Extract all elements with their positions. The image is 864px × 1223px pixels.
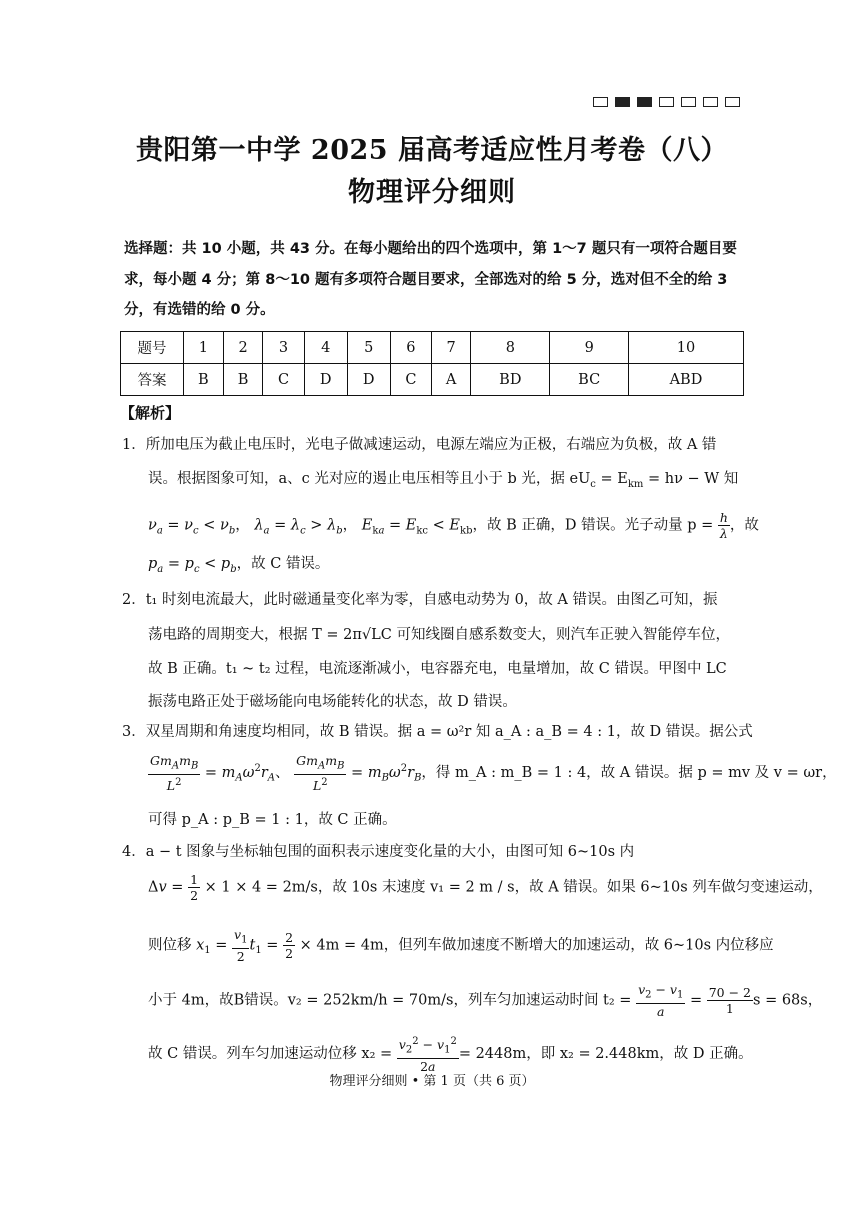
row-label: 题号 [121, 332, 184, 364]
page-footer: 物理评分细则 • 第 1 页（共 6 页） [329, 1074, 535, 1089]
row-label: 答案 [121, 364, 184, 396]
marker-square [681, 97, 696, 107]
text-segment: ，但列车做加速度不断增大的加速运动，故 6~10s 内位移应 [383, 937, 774, 954]
text-line: 1．所加电压为截止电压时，光电子做减速运动，电源左端应为正极，右端应为负极，故 A 错 [122, 437, 717, 453]
fraction: $\frac{v_1}{2}$ [234, 927, 248, 964]
text-line: 误。根据图象可知，a、c 光对应的遏止电压相等且小于 b 光，据 $eU_c = E_{km} = h\nu - W$ 知 [148, 471, 739, 490]
table-cell: D [304, 364, 347, 396]
table-cell: B [223, 364, 263, 396]
table-cell: ABD [628, 364, 743, 396]
text-segment: 小于 4m，故B错误。v₂ = 252km/h = 70m/s，列车匀加速运动时间 t₂ = [148, 992, 632, 1009]
table-cell: 8 [471, 332, 550, 364]
table-cell: A [432, 364, 471, 396]
table-row-answers [121, 364, 744, 396]
fraction: $\frac{2}{2}$ [285, 929, 294, 961]
table-cell: D [347, 364, 390, 396]
text-line [148, 1034, 753, 1074]
text-line: 小于 4m，故B错误。v₂ = 252km/h = 70m/s，列车匀加速运动时间 t₂ = $\frac{v_2 - v_1}{a}$ = $\frac{70 - 2}{1}$ s = 68s， [148, 982, 823, 1019]
text-segment: ，故 [729, 517, 759, 534]
marker-square-filled [637, 97, 652, 107]
fraction: $\frac{Gm_Am_B}{L^2}$ [296, 753, 345, 793]
fraction: $\frac{h}{\lambda}$ [719, 510, 728, 541]
text-line: 故 B 正确。t₁ ~ t₂ 过程，电流逐渐减小，电容器充电，电量增加，故 C 错误。甲图中 LC [148, 661, 727, 677]
text-line: 4．a − t 图象与坐标轴包围的面积表示速度变化量的大小，由图可知 6~10s 内 [122, 844, 635, 860]
intro-line: 求，每小题 4 分；第 8～10 题有多项符合题目要求，全部选对的给 5 分，选对但不全的给 3 [124, 271, 728, 288]
text-line: 则位移 $x_1$ = $\frac{v_1}{2}$ $t_1$ = $\frac{2}{2}$ × 4m = 4m，但列车做加速度不断增大的加速运动，故 6~10s 内位移应 [148, 927, 774, 964]
intro-line: 选择题：共 10 小题，共 43 分。在每小题给出的四个选项中，第 1～7 题只有一项符合题目要 [124, 241, 737, 257]
fraction: $\frac{Gm_Am_B}{L^2}$ [150, 753, 199, 793]
marker-square [703, 97, 718, 107]
text-line: $p_a = p_c < p_b$，故 C 错误。 [148, 556, 330, 575]
table-cell: B [184, 364, 224, 396]
table-cell: 9 [550, 332, 628, 364]
page-marker-squares [593, 97, 740, 107]
text-line: 荡电路的周期变大，根据 T = 2π√LC 可知线圈自感系数变大，则汽车正驶入智能停车位， [148, 627, 730, 643]
table-cell: 7 [432, 332, 471, 364]
table-cell: 10 [628, 332, 743, 364]
table-cell: BC [550, 364, 628, 396]
answer-table [120, 331, 744, 396]
table-cell: 1 [184, 332, 224, 364]
intro-paragraph [124, 234, 744, 326]
fraction: $\frac{v_2^2 - v_1^2}{2a}$ [398, 1036, 457, 1074]
text-line: Δv = $\frac{1}{2}$ × 1 × 4 = 2m/s，故 10s 末速度 v₁ = 2 m / s，故 A 错误。如果 6~10s 列车做匀变速运动， [148, 872, 823, 903]
intro-line: 分，有选错的给 0 分。 [124, 302, 275, 318]
table-cell: 5 [347, 332, 390, 364]
text-line: 可得 p_A : p_B = 1 : 1，故 C 正确。 [148, 812, 397, 828]
text-line: 2．t₁ 时刻电流最大，此时磁通量变化率为零，自感电动势为 0，故 A 错误。由图乙可知，振 [122, 592, 718, 608]
table-row-numbers [121, 332, 744, 364]
page-title: 贵阳第一中学 2025 届高考适应性月考卷（八） [136, 135, 728, 166]
marker-square [593, 97, 608, 107]
text-segment: ，故 B 正确，D 错误。光子动量 p = [472, 517, 714, 534]
fraction: $\frac{v_2 - v_1}{a}$ [638, 982, 684, 1019]
text-line: $\nu_a = \nu_c < \nu_b$， $\lambda_a = \lambda_c > \lambda_b$， $E_{ka} = E_{kc} < E_{kb}$，故 B 正确，D 错误。光子动量 p = $\frac{h}{\lambda}$ ，故 [148, 510, 759, 541]
marker-square [659, 97, 674, 107]
text-segment: ，得 m_A : m_B = 1 : 4，故 A 错误。据 p = mv 及 v = ωr， [421, 764, 837, 781]
analysis-heading: 【解析】 [120, 404, 181, 422]
text-line: $\frac{Gm_Am_B}{L^2}$ = $m_A\omega^2r_A$、 $\frac{Gm_Am_B}{L^2}$ = $m_B\omega^2r_B$，得 m_A : m_B = 1 : 4，故 A 错误。据 p = mv 及 v = ωr， [150, 753, 837, 793]
text-segment: 误。根据图象可知，a、c 光对应的遏止电压相等且小于 b 光，据 eU [148, 471, 591, 487]
text-segment: ，故 10s 末速度 v₁ = 2 m / s，故 A 错误。如果 6~10s 列车做匀变速运动， [317, 879, 823, 896]
text-line: 3．双星周期和角速度均相同，故 B 错误。据 a = ω²r 知 a_A : a_B = 4 : 1，故 D 错误。据公式 [122, 724, 753, 740]
table-cell: 6 [390, 332, 431, 364]
text-line: 振荡电路正处于磁场能向电场能转化的状态，故 D 错误。 [148, 694, 517, 710]
fraction: $\frac{70 - 2}{1}$ [708, 984, 752, 1016]
text-segment: ，故 C 错误。 [236, 556, 330, 572]
table-cell: C [263, 364, 304, 396]
table-cell: C [390, 364, 431, 396]
page-subtitle: 物理评分细则 [348, 177, 516, 208]
marker-square [725, 97, 740, 107]
table-cell: BD [471, 364, 550, 396]
fraction: $\frac{1}{2}$ [190, 872, 199, 903]
marker-square-filled [615, 97, 630, 107]
table-cell: 2 [223, 332, 263, 364]
text-segment: = 2448m，即 x₂ = 2.448km，故 D 正确。 [458, 1045, 753, 1062]
text-segment: = E [595, 471, 628, 487]
text-segment: 故 C 错误。列车匀加速运动位移 x₂ = [148, 1045, 393, 1062]
text-segment: = hν − W 知 [643, 471, 739, 487]
table-cell: 3 [263, 332, 304, 364]
table-cell: 4 [304, 332, 347, 364]
